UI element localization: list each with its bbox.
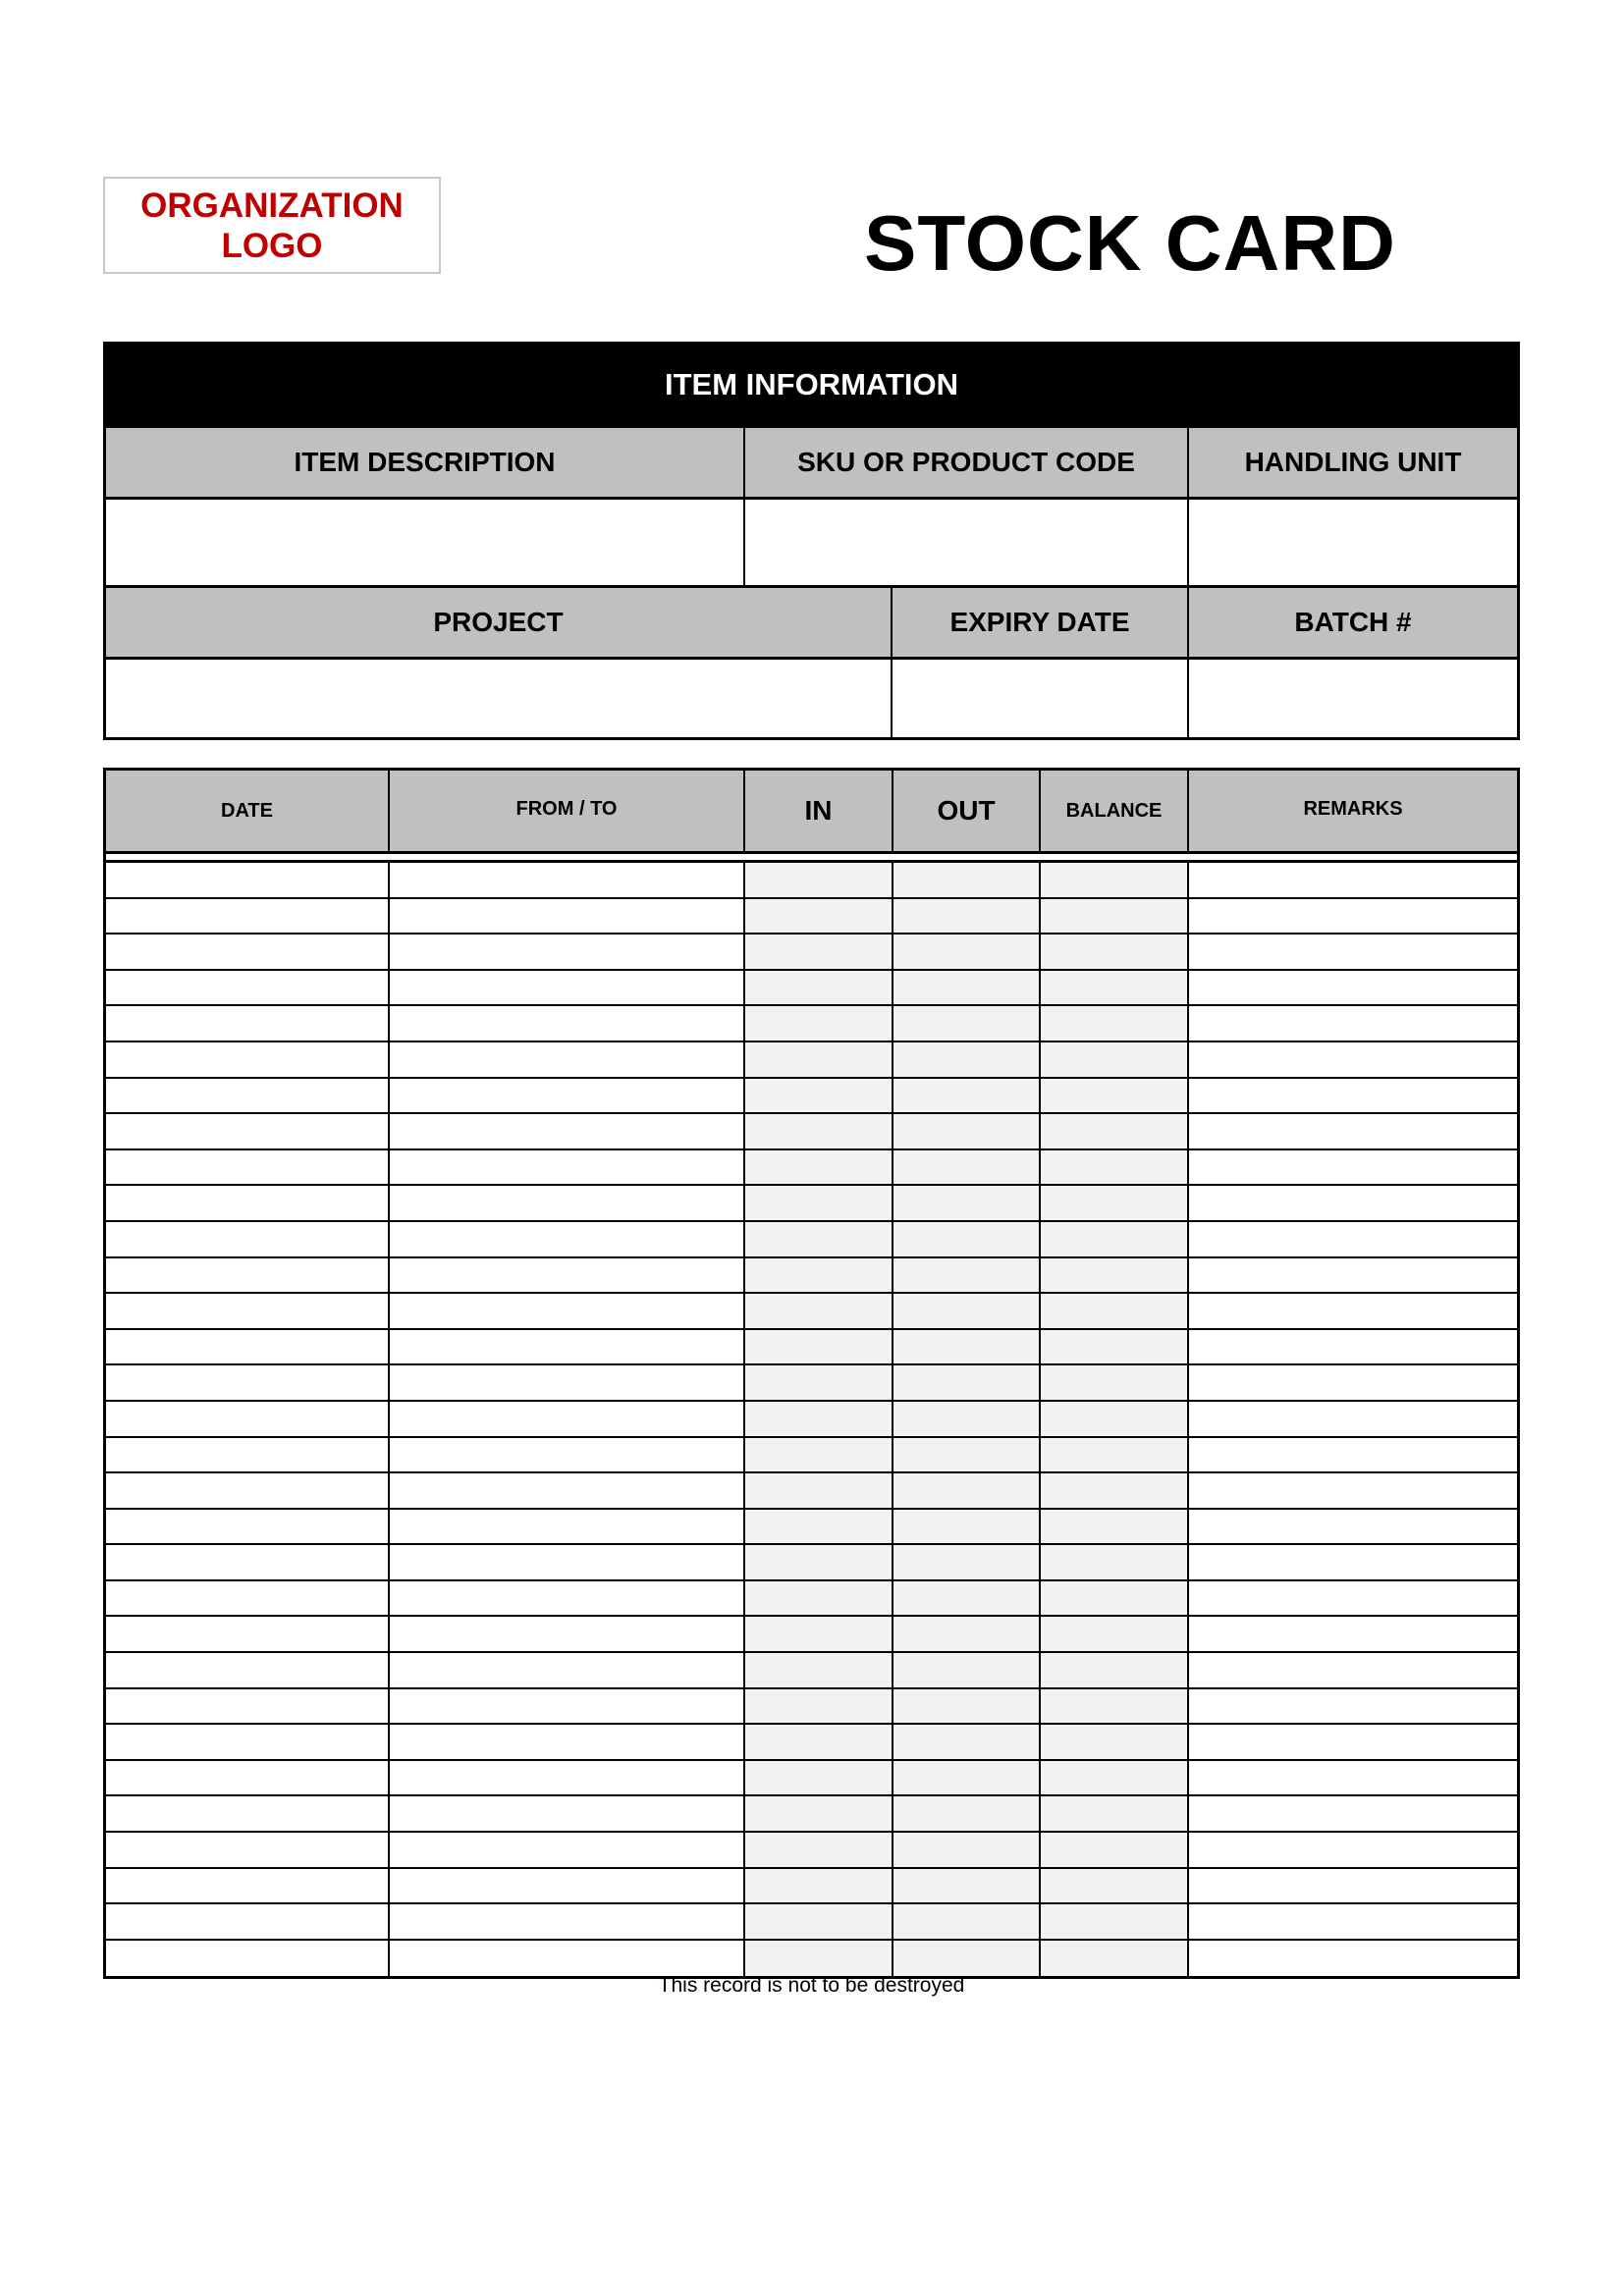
- date-cell[interactable]: [106, 863, 388, 897]
- table-row: [106, 1833, 1517, 1869]
- out-cell[interactable]: [892, 1653, 1039, 1687]
- out-cell[interactable]: [892, 1365, 1039, 1400]
- table-row: [106, 1653, 1517, 1689]
- out-cell[interactable]: [892, 1904, 1039, 1939]
- date-cell[interactable]: [106, 1365, 388, 1400]
- from-to-cell[interactable]: [388, 1761, 743, 1795]
- item-info-value-row-2: [106, 657, 1517, 737]
- out-cell[interactable]: [892, 899, 1039, 934]
- remarks-cell[interactable]: [1187, 1761, 1517, 1795]
- balance-cell[interactable]: [1039, 1114, 1187, 1148]
- organization-logo-placeholder: [103, 177, 441, 274]
- in-cell[interactable]: [743, 1402, 892, 1436]
- balance-column-header: BALANCE: [1039, 771, 1187, 851]
- out-cell[interactable]: [892, 1581, 1039, 1616]
- out-cell[interactable]: [892, 1473, 1039, 1508]
- in-cell[interactable]: [743, 1114, 892, 1148]
- table-row: [106, 1365, 1517, 1402]
- table-row: [106, 971, 1517, 1007]
- item-description-field[interactable]: [106, 500, 743, 585]
- table-row: [106, 1617, 1517, 1653]
- table-row: [106, 1689, 1517, 1726]
- out-cell[interactable]: [892, 1042, 1039, 1077]
- out-cell[interactable]: [892, 1833, 1039, 1867]
- out-cell[interactable]: [892, 863, 1039, 897]
- balance-cell[interactable]: [1039, 1473, 1187, 1508]
- date-column-header: DATE: [221, 799, 273, 822]
- in-cell[interactable]: [743, 1617, 892, 1651]
- from-to-cell[interactable]: [388, 1006, 743, 1041]
- remarks-cell[interactable]: [1187, 1833, 1517, 1867]
- remarks-cell[interactable]: [1187, 1150, 1517, 1185]
- balance-cell[interactable]: [1039, 1725, 1187, 1759]
- remarks-cell[interactable]: [1187, 1473, 1517, 1508]
- balance-cell[interactable]: [1039, 1869, 1187, 1903]
- out-cell[interactable]: [892, 1438, 1039, 1472]
- balance-cell[interactable]: [1039, 1079, 1187, 1113]
- expiry-date-field[interactable]: [891, 660, 1187, 737]
- remarks-cell[interactable]: [1187, 1079, 1517, 1113]
- table-row: [106, 1725, 1517, 1761]
- date-cell[interactable]: [106, 934, 388, 969]
- out-cell[interactable]: [892, 1510, 1039, 1544]
- from-to-cell[interactable]: [388, 1473, 743, 1508]
- remarks-cell[interactable]: [1187, 1006, 1517, 1041]
- item-description-label: ITEM DESCRIPTION: [106, 428, 743, 497]
- remarks-cell[interactable]: [1187, 1653, 1517, 1687]
- in-cell[interactable]: [743, 1904, 892, 1939]
- out-cell[interactable]: [892, 1941, 1039, 1977]
- out-cell[interactable]: [892, 1761, 1039, 1795]
- project-field[interactable]: [106, 660, 891, 737]
- date-cell[interactable]: [106, 1653, 388, 1687]
- date-cell[interactable]: [106, 1222, 388, 1256]
- in-column-header: IN: [743, 771, 892, 851]
- date-cell[interactable]: [106, 1581, 388, 1616]
- date-cell[interactable]: [106, 1869, 388, 1903]
- item-information-header: ITEM INFORMATION: [106, 345, 1517, 425]
- table-row: [106, 1186, 1517, 1222]
- from-to-cell[interactable]: [388, 1689, 743, 1724]
- from-to-cell[interactable]: [388, 1079, 743, 1113]
- in-cell[interactable]: [743, 1150, 892, 1185]
- in-cell[interactable]: [743, 863, 892, 897]
- remarks-cell[interactable]: [1187, 1365, 1517, 1400]
- balance-cell[interactable]: [1039, 1510, 1187, 1544]
- balance-cell[interactable]: [1039, 1689, 1187, 1724]
- table-row: [106, 1869, 1517, 1905]
- out-cell[interactable]: [892, 1150, 1039, 1185]
- date-cell[interactable]: [106, 1006, 388, 1041]
- from-to-cell[interactable]: [388, 1941, 743, 1977]
- from-to-cell[interactable]: [388, 1725, 743, 1759]
- ledger-body: [106, 863, 1517, 1976]
- date-cell[interactable]: [106, 1796, 388, 1831]
- remarks-cell[interactable]: [1187, 971, 1517, 1005]
- date-cell[interactable]: [106, 899, 388, 934]
- table-row: [106, 1222, 1517, 1258]
- table-row: [106, 1042, 1517, 1079]
- header-separator: [106, 854, 1517, 863]
- out-cell[interactable]: [892, 1617, 1039, 1651]
- page-title: STOCK CARD: [864, 199, 1396, 287]
- remarks-cell[interactable]: [1187, 1617, 1517, 1651]
- balance-cell[interactable]: [1039, 899, 1187, 934]
- balance-cell[interactable]: [1039, 1653, 1187, 1687]
- table-row: [106, 1114, 1517, 1150]
- table-row: [106, 1150, 1517, 1187]
- date-cell[interactable]: [106, 1150, 388, 1185]
- footer-note: This record is not to be destroyed: [658, 1974, 965, 1997]
- in-cell[interactable]: [743, 1581, 892, 1616]
- balance-cell[interactable]: [1039, 1833, 1187, 1867]
- in-cell[interactable]: [743, 1796, 892, 1831]
- date-cell[interactable]: [106, 1833, 388, 1867]
- remarks-cell[interactable]: [1187, 1689, 1517, 1724]
- out-cell[interactable]: [892, 1796, 1039, 1831]
- out-cell[interactable]: [892, 934, 1039, 969]
- table-row: [106, 1330, 1517, 1366]
- table-row: [106, 1904, 1517, 1941]
- out-cell[interactable]: [892, 1222, 1039, 1256]
- out-cell[interactable]: [892, 1079, 1039, 1113]
- in-cell[interactable]: [743, 1042, 892, 1077]
- remarks-cell[interactable]: [1187, 1545, 1517, 1579]
- in-cell[interactable]: [743, 1473, 892, 1508]
- out-cell[interactable]: [892, 1725, 1039, 1759]
- from-to-column-header: FROM / TO: [388, 771, 743, 851]
- from-to-cell[interactable]: [388, 1438, 743, 1472]
- in-cell[interactable]: [743, 1833, 892, 1867]
- from-to-cell[interactable]: [388, 899, 743, 934]
- date-cell[interactable]: [106, 1941, 388, 1977]
- table-row: [106, 899, 1517, 935]
- table-row: [106, 934, 1517, 971]
- out-cell[interactable]: [892, 1258, 1039, 1293]
- in-cell[interactable]: [743, 1545, 892, 1579]
- date-cell[interactable]: [106, 1042, 388, 1077]
- stock-ledger-table: [103, 768, 1520, 1979]
- in-cell[interactable]: [743, 1258, 892, 1293]
- handling-unit-label: HANDLING UNIT: [1187, 428, 1517, 497]
- remarks-cell[interactable]: [1187, 1042, 1517, 1077]
- date-cell[interactable]: [106, 1689, 388, 1724]
- remarks-cell[interactable]: [1187, 1186, 1517, 1220]
- from-to-cell[interactable]: [388, 1869, 743, 1903]
- remarks-cell[interactable]: [1187, 863, 1517, 897]
- in-cell[interactable]: [743, 1079, 892, 1113]
- from-to-cell[interactable]: [388, 1294, 743, 1328]
- date-cell[interactable]: [106, 1904, 388, 1939]
- out-cell[interactable]: [892, 1294, 1039, 1328]
- item-info-label-row-2: [106, 585, 1517, 657]
- remarks-cell[interactable]: [1187, 1869, 1517, 1903]
- out-cell[interactable]: [892, 1689, 1039, 1724]
- from-to-cell[interactable]: [388, 1222, 743, 1256]
- date-cell[interactable]: [106, 971, 388, 1005]
- date-cell[interactable]: [106, 1617, 388, 1651]
- item-information-section: [103, 342, 1520, 740]
- in-cell[interactable]: [743, 899, 892, 934]
- from-to-cell[interactable]: [388, 1904, 743, 1939]
- logo-text: ORGANIZATION LOGO: [140, 186, 404, 265]
- table-row: [106, 1545, 1517, 1581]
- table-row: [106, 1941, 1517, 1977]
- in-cell[interactable]: [743, 1689, 892, 1724]
- balance-cell[interactable]: [1039, 1438, 1187, 1472]
- balance-cell[interactable]: [1039, 1222, 1187, 1256]
- out-cell[interactable]: [892, 1186, 1039, 1220]
- in-cell[interactable]: [743, 1869, 892, 1903]
- from-to-cell[interactable]: [388, 863, 743, 897]
- from-to-cell[interactable]: [388, 1042, 743, 1077]
- balance-cell[interactable]: [1039, 1042, 1187, 1077]
- balance-cell[interactable]: [1039, 1150, 1187, 1185]
- in-cell[interactable]: [743, 1438, 892, 1472]
- from-to-cell[interactable]: [388, 1186, 743, 1220]
- batch-number-label: BATCH #: [1187, 588, 1517, 657]
- sku-product-code-field[interactable]: [743, 500, 1187, 585]
- from-to-cell[interactable]: [388, 1365, 743, 1400]
- date-cell[interactable]: [106, 1473, 388, 1508]
- item-info-label-row-1: [106, 425, 1517, 497]
- from-to-cell[interactable]: [388, 1510, 743, 1544]
- from-to-cell[interactable]: [388, 1833, 743, 1867]
- out-cell[interactable]: [892, 971, 1039, 1005]
- out-cell[interactable]: [892, 1114, 1039, 1148]
- date-cell[interactable]: [106, 1114, 388, 1148]
- sku-product-code-label: SKU OR PRODUCT CODE: [743, 428, 1187, 497]
- item-info-value-row-1: [106, 497, 1517, 585]
- balance-cell[interactable]: [1039, 1581, 1187, 1616]
- in-cell[interactable]: [743, 1365, 892, 1400]
- remarks-cell[interactable]: [1187, 899, 1517, 934]
- date-cell[interactable]: [106, 1438, 388, 1472]
- out-cell[interactable]: [892, 1869, 1039, 1903]
- remarks-cell[interactable]: [1187, 1438, 1517, 1472]
- date-cell[interactable]: [106, 1725, 388, 1759]
- date-cell[interactable]: [106, 1510, 388, 1544]
- in-cell[interactable]: [743, 1725, 892, 1759]
- date-cell[interactable]: [106, 1545, 388, 1579]
- out-cell[interactable]: [892, 1006, 1039, 1041]
- in-cell[interactable]: [743, 971, 892, 1005]
- balance-cell[interactable]: [1039, 1941, 1187, 1977]
- from-to-cell[interactable]: [388, 971, 743, 1005]
- date-cell[interactable]: [106, 1079, 388, 1113]
- table-row: [106, 1438, 1517, 1474]
- in-cell[interactable]: [743, 1653, 892, 1687]
- table-row: [106, 1581, 1517, 1618]
- from-to-cell[interactable]: [388, 1258, 743, 1293]
- remarks-column-header: REMARKS: [1187, 771, 1517, 851]
- from-to-cell[interactable]: [388, 1114, 743, 1148]
- balance-cell[interactable]: [1039, 1617, 1187, 1651]
- remarks-cell[interactable]: [1187, 1510, 1517, 1544]
- from-to-cell[interactable]: [388, 1653, 743, 1687]
- table-row: [106, 1473, 1517, 1510]
- table-row: [106, 1079, 1517, 1115]
- balance-cell[interactable]: [1039, 1258, 1187, 1293]
- remarks-cell[interactable]: [1187, 934, 1517, 969]
- from-to-cell[interactable]: [388, 1402, 743, 1436]
- project-label: PROJECT: [106, 588, 891, 657]
- from-to-cell[interactable]: [388, 1330, 743, 1364]
- date-cell[interactable]: [106, 1186, 388, 1220]
- from-to-cell[interactable]: [388, 1545, 743, 1579]
- batch-number-field[interactable]: [1187, 660, 1517, 737]
- balance-cell[interactable]: [1039, 1006, 1187, 1041]
- remarks-cell[interactable]: [1187, 1402, 1517, 1436]
- balance-cell[interactable]: [1039, 1365, 1187, 1400]
- balance-cell[interactable]: [1039, 1761, 1187, 1795]
- table-row: [106, 863, 1517, 899]
- date-cell[interactable]: [106, 1330, 388, 1364]
- date-cell[interactable]: [106, 1761, 388, 1795]
- handling-unit-field[interactable]: [1187, 500, 1517, 585]
- table-row: [106, 1294, 1517, 1330]
- out-cell[interactable]: [892, 1402, 1039, 1436]
- balance-cell[interactable]: [1039, 1904, 1187, 1939]
- remarks-cell[interactable]: [1187, 1581, 1517, 1616]
- from-to-cell[interactable]: [388, 1581, 743, 1616]
- expiry-date-label: EXPIRY DATE: [891, 588, 1187, 657]
- remarks-cell[interactable]: [1187, 1114, 1517, 1148]
- table-row: [106, 1258, 1517, 1295]
- balance-cell[interactable]: [1039, 971, 1187, 1005]
- in-cell[interactable]: [743, 934, 892, 969]
- out-cell[interactable]: [892, 1330, 1039, 1364]
- out-cell[interactable]: [892, 1545, 1039, 1579]
- remarks-cell[interactable]: [1187, 1725, 1517, 1759]
- from-to-cell[interactable]: [388, 1796, 743, 1831]
- balance-cell[interactable]: [1039, 1545, 1187, 1579]
- from-to-cell[interactable]: [388, 934, 743, 969]
- in-cell[interactable]: [743, 1186, 892, 1220]
- remarks-cell[interactable]: [1187, 1904, 1517, 1939]
- in-cell[interactable]: [743, 1941, 892, 1977]
- table-row: [106, 1761, 1517, 1797]
- remarks-cell[interactable]: [1187, 1294, 1517, 1328]
- out-column-header: OUT: [892, 771, 1039, 851]
- from-to-cell[interactable]: [388, 1617, 743, 1651]
- ledger-header-row: [106, 771, 1517, 854]
- remarks-cell[interactable]: [1187, 1222, 1517, 1256]
- balance-cell[interactable]: [1039, 1294, 1187, 1328]
- remarks-cell[interactable]: [1187, 1941, 1517, 1977]
- balance-cell[interactable]: [1039, 1186, 1187, 1220]
- date-cell[interactable]: [106, 1294, 388, 1328]
- balance-cell[interactable]: [1039, 1796, 1187, 1831]
- in-cell[interactable]: [743, 1006, 892, 1041]
- balance-cell[interactable]: [1039, 1330, 1187, 1364]
- date-cell[interactable]: [106, 1258, 388, 1293]
- in-cell[interactable]: [743, 1510, 892, 1544]
- table-row: [106, 1006, 1517, 1042]
- in-cell[interactable]: [743, 1761, 892, 1795]
- in-cell[interactable]: [743, 1222, 892, 1256]
- balance-cell[interactable]: [1039, 934, 1187, 969]
- table-row: [106, 1402, 1517, 1438]
- table-row: [106, 1796, 1517, 1833]
- balance-cell[interactable]: [1039, 1402, 1187, 1436]
- in-cell[interactable]: [743, 1294, 892, 1328]
- table-row: [106, 1510, 1517, 1546]
- remarks-cell[interactable]: [1187, 1330, 1517, 1364]
- remarks-cell[interactable]: [1187, 1258, 1517, 1293]
- from-to-cell[interactable]: [388, 1150, 743, 1185]
- in-cell[interactable]: [743, 1330, 892, 1364]
- remarks-cell[interactable]: [1187, 1796, 1517, 1831]
- balance-cell[interactable]: [1039, 863, 1187, 897]
- date-cell[interactable]: [106, 1402, 388, 1436]
